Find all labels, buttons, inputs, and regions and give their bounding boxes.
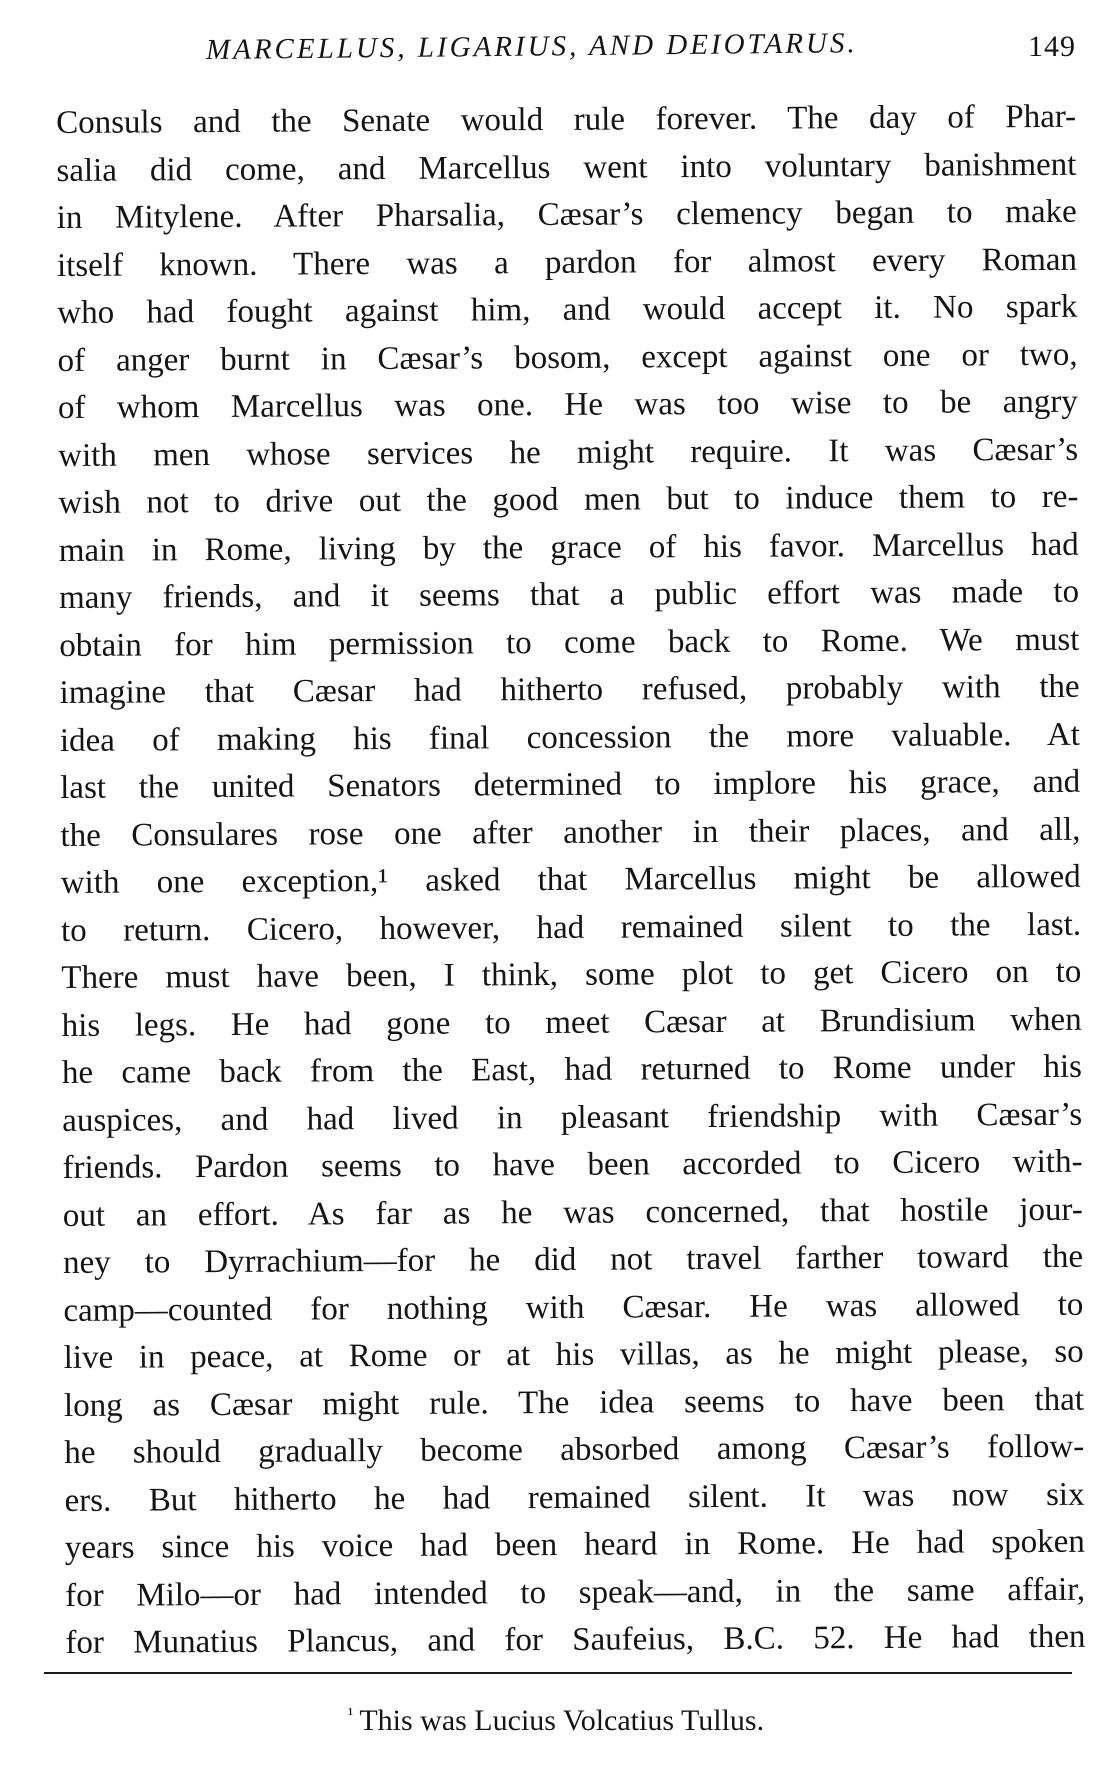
text-line: out an effort. As far as he was concerned, that hostile jour-	[62, 1191, 1083, 1234]
text-line: he came back from the East, had returned to Rome under his	[61, 1048, 1083, 1091]
text-line: friends. Pardon seems to have been accorded to Cicero with-	[62, 1143, 1083, 1186]
text-line: for Milo—or had intended to speak—and, in the same affair,	[65, 1571, 1086, 1614]
footnote-marker: ¹	[347, 1704, 354, 1724]
text-line: obtain for him permission to come back to Rome. We must	[59, 621, 1080, 664]
text-line: long as Cæsar might rule. The idea seems to have been that	[63, 1381, 1085, 1424]
text-line: last the united Senators determined to implore his grace, and	[60, 763, 1081, 806]
text-line: live in peace, at Rome or at his villas, as he might please, so	[63, 1333, 1084, 1376]
text-line: years since his voice had been heard in Rome. He had spoken	[64, 1523, 1085, 1566]
footnote-text: This was Lucius Volcatius Tullus.	[359, 1704, 765, 1737]
text-line: who had fought against him, and would accept it. No spark	[57, 288, 1078, 331]
text-line: Consuls and the Senate would rule forever. The day of Phar-	[56, 98, 1077, 141]
text-line: of anger burnt in Cæsar’s bosom, except against one or two,	[57, 336, 1078, 379]
text-line: with men whose services he might require. It was Cæsar’s	[58, 431, 1079, 474]
text-line: camp—counted for nothing with Cæsar. He was allowed to	[63, 1286, 1084, 1329]
text-line: with one exception,¹ asked that Marcellus might be allowed	[60, 858, 1081, 901]
footnote-rule	[44, 1672, 1072, 1674]
running-head	[56, 26, 1076, 76]
body-text	[56, 94, 1086, 1668]
text-line: idea of making his final concession the more valuable. At	[59, 716, 1081, 759]
text-line: ney to Dyrrachium—for he did not travel farther toward the	[62, 1238, 1084, 1281]
running-title: MARCELLUS, LIGARIUS, AND DEIOTARUS.	[205, 27, 858, 66]
text-line: itself known. There was a pardon for almost every Roman	[56, 241, 1078, 284]
text-line: in Mitylene. After Pharsalia, Cæsar’s clemency began to make	[56, 193, 1077, 236]
text-line: main in Rome, living by the grace of his favor. Marcellus had	[58, 526, 1079, 569]
text-line: of whom Marcellus was one. He was too wise to be angry	[57, 383, 1078, 426]
text-line: wish not to drive out the good men but to induce them to re-	[58, 478, 1079, 521]
text-line: imagine that Cæsar had hitherto refused, probably with the	[59, 668, 1080, 711]
text-line: many friends, and it seems that a public effort was made to	[58, 573, 1080, 616]
text-line: auspices, and had lived in pleasant friendship with Cæsar’s	[62, 1096, 1083, 1139]
text-line: for Munatius Plancus, and for Saufeius, B.C. 52. He had then	[65, 1618, 1086, 1661]
text-line: ers. But hitherto he had remained silent. It was now six	[64, 1476, 1085, 1519]
page-number: 149	[1028, 30, 1076, 63]
text-line: he should gradually become absorbed among Cæsar’s follow-	[64, 1428, 1085, 1471]
text-line: his legs. He had gone to meet Cæsar at Brundisium when	[61, 1001, 1082, 1044]
text-line: salia did come, and Marcellus went into voluntary banishment	[56, 146, 1077, 189]
text-line: to return. Cicero, however, had remained silent to the last.	[60, 906, 1082, 949]
text-line: the Consulares rose one after another in their places, and all,	[60, 811, 1081, 854]
footnote	[0, 1704, 1112, 1738]
text-line: There must have been, I think, some plot to get Cicero on to	[61, 953, 1082, 996]
